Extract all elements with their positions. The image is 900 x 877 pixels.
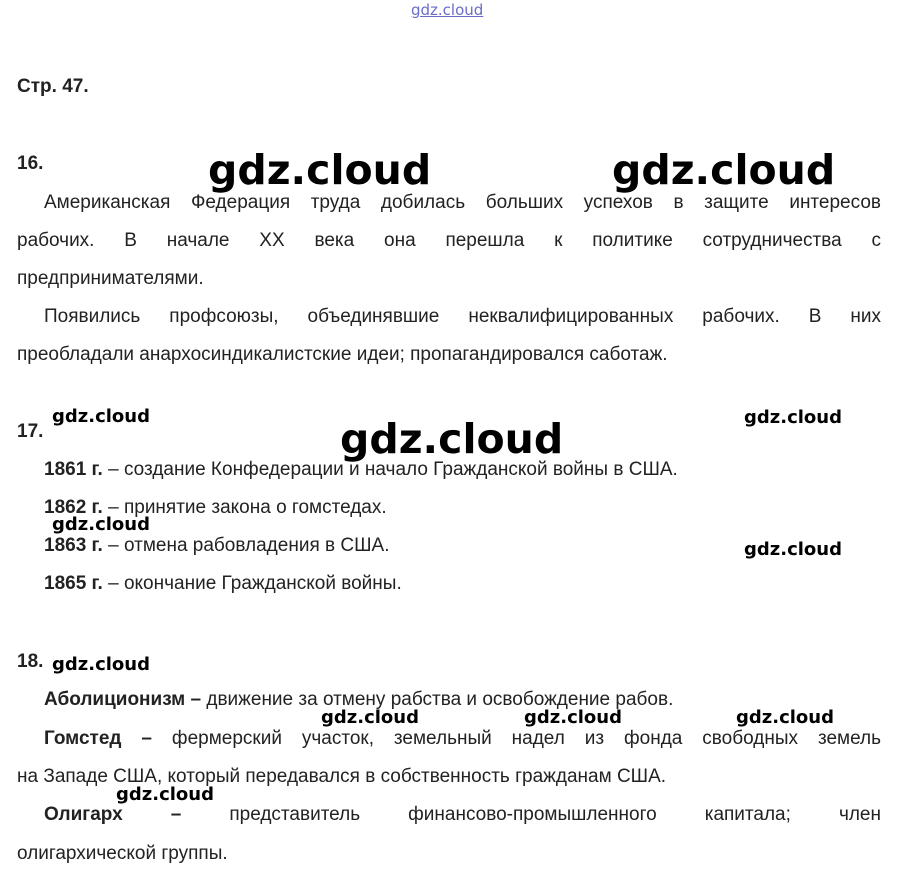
timeline-item xyxy=(44,497,387,519)
definition: фермерский участок, земельный надел из фонда свободных земель xyxy=(152,728,881,749)
term: Гомстед – xyxy=(44,728,152,749)
watermark: gdz.cloud xyxy=(208,146,432,194)
timeline-item xyxy=(44,535,389,557)
watermark: gdz.cloud xyxy=(52,406,150,427)
definition: движение за отмену рабства и освобождение рабов. xyxy=(201,689,674,710)
definition-line xyxy=(44,804,881,826)
watermark: gdz.cloud xyxy=(612,146,836,194)
event-text: – принятие закона о гомстедах. xyxy=(102,497,387,518)
event-text: – создание Конфедерации и начало Гражданской войны в США. xyxy=(102,459,678,480)
term: Олигарх – xyxy=(44,804,182,825)
watermark: gdz.cloud xyxy=(524,707,622,728)
watermark: gdz.cloud xyxy=(116,784,214,805)
event-year: 1861 г. xyxy=(44,459,103,480)
event-year: 1865 г. xyxy=(44,573,103,594)
paragraph-line: Появились профсоюзы, объединявшие неквалифицированных рабочих. В них xyxy=(44,306,881,327)
watermark-top-link[interactable]: gdz.cloud xyxy=(411,1,484,19)
event-text: – отмена рабовладения в США. xyxy=(102,535,390,556)
watermark: gdz.cloud xyxy=(744,539,842,560)
paragraph-line: рабочих. В начале XX века она перешла к политике сотрудничества с xyxy=(17,230,881,251)
timeline-item xyxy=(44,459,678,481)
paragraph-line: Американская Федерация труда добилась больших успехов в защите интересов xyxy=(44,192,881,213)
paragraph-line: преобладали анархосиндикалистские идеи; пропагандировался саботаж. xyxy=(17,344,668,365)
task-number-17: 17. xyxy=(17,421,44,442)
event-text: – окончание Гражданской войны. xyxy=(102,573,402,594)
paragraph-line: предпринимателями. xyxy=(17,268,204,289)
watermark: gdz.cloud xyxy=(52,654,150,675)
event-year: 1862 г. xyxy=(44,497,103,518)
definition: представитель финансово-промышленного капитала; член xyxy=(181,804,881,825)
watermark: gdz.cloud xyxy=(736,707,834,728)
event-year: 1863 г. xyxy=(44,535,103,556)
watermark: gdz.cloud xyxy=(52,514,150,535)
page-number: Стр. 47. xyxy=(17,76,89,97)
definition-line: на Западе США, который передавался в собственность гражданам США. xyxy=(17,766,667,787)
term: Аболиционизм – xyxy=(44,689,202,710)
watermark: gdz.cloud xyxy=(744,407,842,428)
definition-line: олигархической группы. xyxy=(17,843,228,864)
task-number-16: 16. xyxy=(17,153,44,174)
definition-line xyxy=(44,728,881,750)
task-number-18: 18. xyxy=(17,651,44,672)
watermark: gdz.cloud xyxy=(321,707,419,728)
definition-line xyxy=(44,689,673,711)
watermark: gdz.cloud xyxy=(340,415,564,463)
timeline-item xyxy=(44,573,402,595)
